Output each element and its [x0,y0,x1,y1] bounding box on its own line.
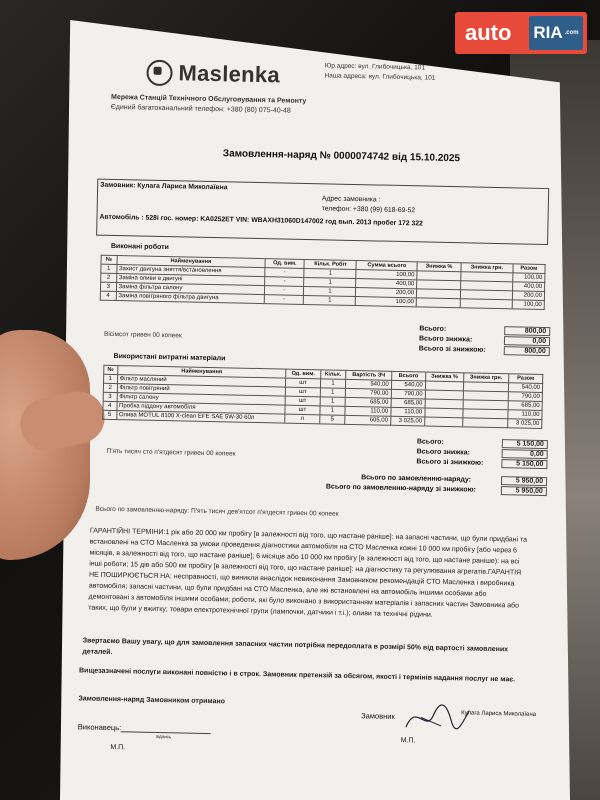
table-cell: 790,00 [345,388,391,398]
watermark-ria: RIA .com [529,16,583,50]
table-cell: Олива MOTUL 8100 X-clean EFE SAE 5W-30 60л [116,411,285,424]
document-title: Замовлення-наряд № 0000074742 від 15.10.2025 [222,148,461,165]
table-header-cell: Найменування [117,366,286,379]
table-header-cell: Кільк. [320,370,346,380]
table-cell: - [265,286,304,296]
table-cell: - [265,268,304,278]
order-with-discount-label: Всього по замовленню-наряду зі знижкою: [325,483,476,494]
table-cell: 110,00 [508,410,542,420]
table-cell [416,298,460,308]
table-cell: Фільтр масляний [117,375,286,388]
materials-with-discount-label: Всього зі знижкою: [416,458,484,467]
materials-total: 5 150,00 [502,439,548,449]
order-total-words: Всього по замовленню-наряду: П'ять тисяч дев'ятсот п'ятдесят гривен 00 копеек [95,505,339,518]
materials-with-discount: 5 150,00 [501,459,547,469]
works-total-label: Всього: [419,325,447,333]
works-table [100,255,546,310]
table-cell: 110,00 [345,406,391,416]
table-cell: 100,00 [356,270,417,280]
works-total-words: Вісімсот гривен 00 копеек [103,330,182,340]
table-cell: шт [285,396,319,406]
materials-discount-label: Всього знижка: [416,448,471,457]
table-header-cell: Всього [391,371,425,381]
customer-signature-label: Замовник [361,711,395,721]
table-cell: 1 [101,264,117,273]
network-phone: Єдиний багатоканальний телефон: +380 (80) 075-40-48 [110,103,291,115]
materials-total-words: П'ять тисяч сто п'ятдесят гривен 00 копеек [106,447,236,458]
table-cell: 2 [103,383,117,392]
table-cell: Заміна фільтра салону [116,283,265,295]
prepayment-notice: Звертаємо Вашу увагу, що для замовлення запасних частин потрібна передоплата в розмірі 50% від вартості замовлених деталей. [82,637,509,657]
company-address [324,61,435,83]
car-info: Автомобіль : 528i гос. номер: KA0252ET VIN: WBAXH31060D147002 год вып. 2013 пробег 172 322 [99,213,423,228]
autoria-watermark [455,12,587,54]
table-cell: 540,00 [346,379,392,389]
order-received-text: Замовлення-наряд Замовником отримано [78,695,226,706]
materials-total-label: Всього: [416,438,444,446]
watermark-brand: auto [465,20,512,45]
table-cell: 540,00 [391,380,425,390]
table-cell: шт [286,378,320,388]
table-cell: 200,00 [512,291,545,301]
network-name: Мережа Станцій Технічного Обслуговування та Ремонту [110,93,307,105]
table-cell: л [285,414,319,424]
legal-address: Юр.адрес: вул. Глибочицька, 101 [324,62,426,72]
table-cell: 4 [100,291,116,300]
customer-address: Адрес замовника : [321,195,381,204]
table-header-cell: Кільк. Робіт [304,259,356,269]
customer-signature-name: Кулага Лариса Миколаївна [461,710,537,718]
table-cell: 400,00 [356,279,417,289]
table-header-cell: Знижка грн. [461,263,513,273]
table-cell: 3 025,00 [508,419,542,429]
table-cell: шт [286,387,320,397]
works-title: Виконані роботи [110,242,169,252]
table-cell: Заміна оливи в двигуні [116,274,265,286]
logo-icon [146,60,173,87]
table-cell: 1 [304,268,356,278]
works-with-discount-label: Всього зі знижкою: [418,345,486,354]
order-total: 5 950,00 [501,476,547,486]
table-header-cell: Знижка грн. [464,373,509,383]
table-cell: Фільтр повітряний [117,384,286,397]
table-cell: Фільтр салону [117,393,286,406]
table-cell [424,417,462,427]
customer-signature [401,697,472,738]
logo-text: Maslenka [178,60,281,88]
table-cell: 1 [320,379,346,389]
table-cell: Захист двигуна зняття/встановлення [116,265,265,277]
document-content [55,50,570,800]
customer-stamp-placeholder: М.П. [400,737,416,745]
table-cell: 790,00 [391,389,425,399]
table-cell: 685,00 [508,401,542,411]
table-cell: 1 [104,374,118,383]
customer-name: Замовник: Кулага Лариса Миколаївна [100,181,228,192]
table-cell: 605,00 [345,415,391,425]
order-with-discount: 5 950,00 [501,486,547,496]
table-cell: 4 [103,401,117,410]
table-cell: 1 [304,286,356,296]
executor-label: Виконавець: [77,722,122,733]
table-cell: 1 [320,397,346,407]
table-cell: - [264,295,303,305]
table-header-cell: Разом [513,264,546,274]
table-cell: 100,00 [356,297,417,307]
table-cell: Заміна повітряного фільтра двигуна [116,292,265,304]
works-discount: 0,00 [504,336,550,346]
works-with-discount: 800,00 [504,346,550,356]
table-cell: 1 [304,295,356,305]
table-cell: 200,00 [356,288,417,298]
logo [146,60,280,89]
services-done-text: Вищезазначені послуги виконані повністю і в строк. Замовник претензій за обсягом, якості і термінів надання послуг не має. [78,667,516,684]
table-cell: 1 [320,388,346,398]
table-cell: 1 [304,277,356,287]
table-header-cell: Сумма всього [356,261,417,271]
table-cell: 1 [319,406,345,416]
table-cell: 3 [103,392,117,401]
table-cell: 540,00 [508,383,542,393]
table-header-cell: Знижка % [417,262,461,272]
table-header-cell: Знижка % [425,372,463,382]
executor-stamp-placeholder: М.П. [110,743,126,752]
table-cell: 3 025,00 [390,416,424,426]
table-header-cell: Вартість ЗЧ [346,370,392,380]
table-header-cell: Разом [508,374,542,384]
executor-signature-caption: підпись [155,733,172,740]
table-cell: 3 [100,282,116,291]
materials-table [102,365,543,429]
table-cell: 5 [319,415,345,425]
table-cell: 685,00 [345,397,391,407]
order-total-label: Всього по замовленню-наряду: [361,474,472,484]
table-cell: 400,00 [512,282,545,292]
table-cell: - [265,277,304,287]
table-header-cell: № [104,365,118,374]
customer-phone: телефон: +380 (99) 618-69-52 [321,205,416,215]
table-cell: Пробка піддону автомобіля [116,402,285,415]
network-info [111,93,307,117]
table-cell [460,299,512,309]
table-header-cell: Од. вим. [265,259,304,269]
table-cell: 685,00 [391,398,425,408]
works-total: 800,00 [504,326,550,336]
warranty-text: ГАРАНТІЙНІ ТЕРМІНИ:1 рік або 20 000 км пробігу [в залежності від того, що настане раніше]: на запасні частини, що були придбані та встановлені на СТО Масленка за умови проведення діагностики автомобіля на СТО Масленка кожні 10 000 км пробігу [або через 6 місяців, в залежності від того, що настане раніше]; 6 місяців або 10 000 км пробігу [в залежності від того, що настане раніше): на всі інші роботи; 15 дів або 500 км пробігу [в залежності від того, що настане раніше]: на діагностику та регулювання агрегатів.ГАРАНТІЯ НЕ ПОШИРЮЄТЬСЯ НА: несправності, що виникли внаслідок невиконання Замовником рекомендацій СТО Масленка і виробника автомобіля; запасні частини, що були придбані на СТО Масленка, але які встановлені на автомобіль іншими особами або демонтовані з автомобіля іншими особами; роботи, які було виконано з використанням матеріалів і запасних частин Замовника або таких, що були у вжитку; товари електротехнічної групи (лампочки, датчики і т.і.); оливи та технічні рідини. [88,527,528,619]
table-cell: 100,00 [512,300,545,310]
table-cell [463,418,508,428]
materials-title: Використані витратні матеріали [113,352,226,363]
table-cell: 5 [103,410,117,419]
materials-discount: 0,00 [502,449,548,459]
table-header-cell: Найменування [117,256,266,268]
table-cell: шт [285,405,319,415]
actual-address: Наша адреса: вул. Глибочицька, 101 [324,72,436,82]
table-cell: 2 [101,273,117,282]
table-cell: 790,00 [508,392,542,402]
table-header-cell: № [101,255,117,264]
table-cell: 110,00 [391,407,425,417]
works-discount-label: Всього знижка: [418,335,473,344]
table-header-cell: Од. вим. [286,369,320,379]
table-cell: 100,00 [512,273,545,283]
